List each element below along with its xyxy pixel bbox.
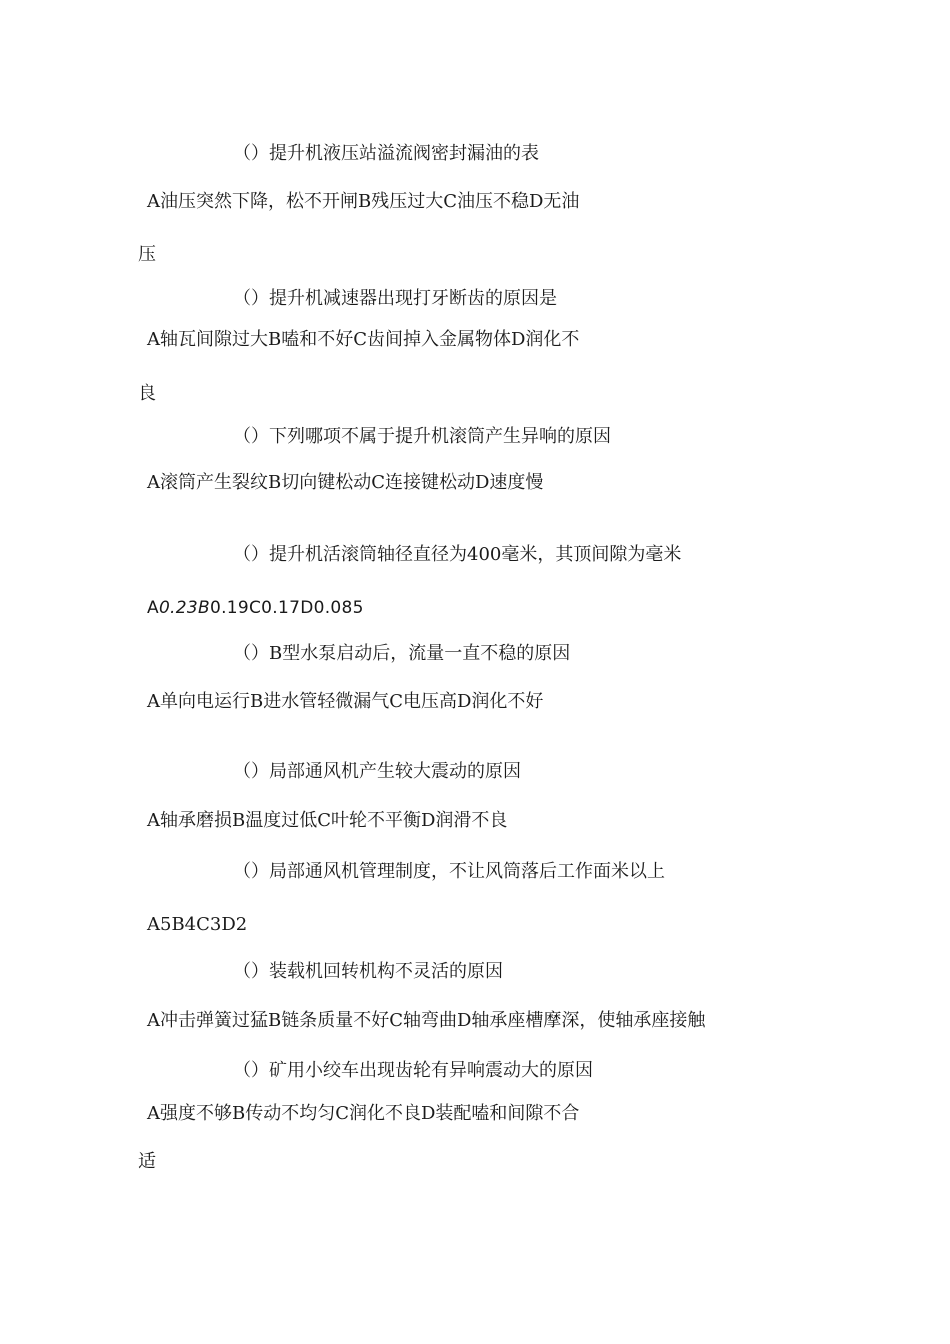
- option-text-italic: 0.23B: [158, 598, 210, 618]
- question-options: A轴承磨损B温度过低C叶轮不平衡D润滑不良: [147, 810, 508, 831]
- question-stem: （）提升机活滚筒轴径直径为400毫米，其顶间隙为毫米: [233, 544, 682, 565]
- question-options: A滚筒产生裂纹B切向键松动C连接键松动D速度慢: [147, 472, 544, 493]
- question-options: A轴瓦间隙过大B嗑和不好C齿间掉入金属物体D润化不: [147, 329, 580, 350]
- question-options: A强度不够B传动不均匀C润化不良D装配嗑和间隙不合: [147, 1103, 580, 1124]
- question-stem: （）下列哪项不属于提升机滚筒产生异响的原因: [233, 426, 611, 447]
- question-options-continuation: 良: [138, 383, 156, 404]
- question-options: A单向电运行B进水管轻微漏气C电压高D润化不好: [147, 691, 544, 712]
- question-options: A5B4C3D2: [147, 914, 248, 935]
- question-stem: （）局部通风机管理制度，不让风筒落后工作面米以上: [233, 861, 665, 882]
- question-stem: （）提升机减速器出现打牙断齿的原因是: [233, 288, 557, 309]
- question-stem: （）提升机液压站溢流阀密封漏油的表: [233, 143, 539, 164]
- question-options: [147, 596, 364, 620]
- question-options: A冲击弹簧过猛B链条质量不好C轴弯曲D轴承座槽摩深，使轴承座接触: [147, 1010, 706, 1031]
- question-stem: （）局部通风机产生较大震动的原因: [233, 761, 521, 782]
- option-text: 0.19C0.17D0.085: [209, 598, 364, 618]
- option-text: A: [147, 598, 159, 618]
- question-stem: （）装载机回转机构不灵活的原因: [233, 961, 503, 982]
- question-options-continuation: 压: [138, 244, 156, 265]
- question-options-continuation: 适: [138, 1151, 156, 1172]
- question-options: A油压突然下降，松不开闸B残压过大C油压不稳D无油: [147, 191, 580, 212]
- question-stem: （）B型水泵启动后，流量一直不稳的原因: [233, 643, 571, 664]
- question-stem: （）矿用小绞车出现齿轮有异响震动大的原因: [233, 1060, 593, 1081]
